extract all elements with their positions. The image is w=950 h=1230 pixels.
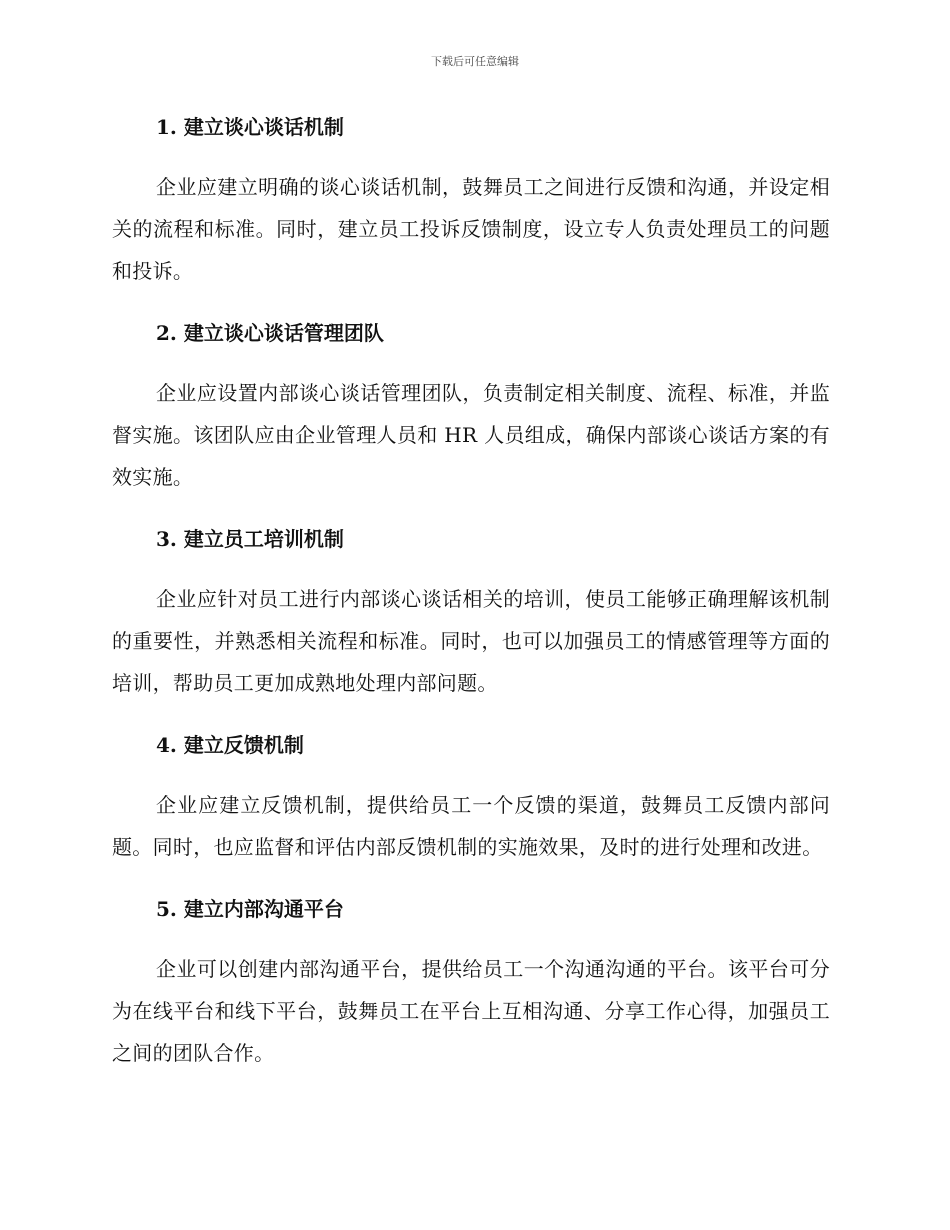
section-1 <box>112 112 830 292</box>
document-body <box>112 112 830 1100</box>
section-title: 2. 建立谈心谈话管理团队 <box>156 321 384 345</box>
section-paragraph: 企业应设置内部谈心谈话管理团队，负责制定相关制度、流程、标准，并监督实施。该团队应由企业管理人员和 HR 人员组成，确保内部谈心谈话方案的有效实施。 <box>112 381 830 489</box>
section-title: 1. 建立谈心谈话机制 <box>156 115 344 139</box>
section-title: 3. 建立员工培训机制 <box>156 527 344 551</box>
section-3 <box>112 524 830 704</box>
section-paragraph: 企业应建立反馈机制，提供给员工一个反馈的渠道，鼓舞员工反馈内部问题。同时，也应监督和评估内部反馈机制的实施效果，及时的进行处理和改进。 <box>112 793 830 859</box>
page-header: 下载后可任意编辑 <box>431 55 519 68</box>
section-2 <box>112 318 830 498</box>
section-title: 5. 建立内部沟通平台 <box>156 897 344 921</box>
section-4 <box>112 730 830 868</box>
section-paragraph: 企业应针对员工进行内部谈心谈话相关的培训，使员工能够正确理解该机制的重要性，并熟悉相关流程和标准。同时，也可以加强员工的情感管理等方面的培训，帮助员工更加成熟地处理内部问题。 <box>112 587 830 695</box>
section-paragraph: 企业应建立明确的谈心谈话机制，鼓舞员工之间进行反馈和沟通，并设定相关的流程和标准。同时，建立员工投诉反馈制度，设立专人负责处理员工的问题和投诉。 <box>112 175 830 283</box>
section-paragraph: 企业可以创建内部沟通平台，提供给员工一个沟通沟通的平台。该平台可分为在线平台和线下平台，鼓舞员工在平台上互相沟通、分享工作心得，加强员工之间的团队合作。 <box>112 957 830 1065</box>
section-5 <box>112 894 830 1074</box>
section-title: 4. 建立反馈机制 <box>156 733 304 757</box>
